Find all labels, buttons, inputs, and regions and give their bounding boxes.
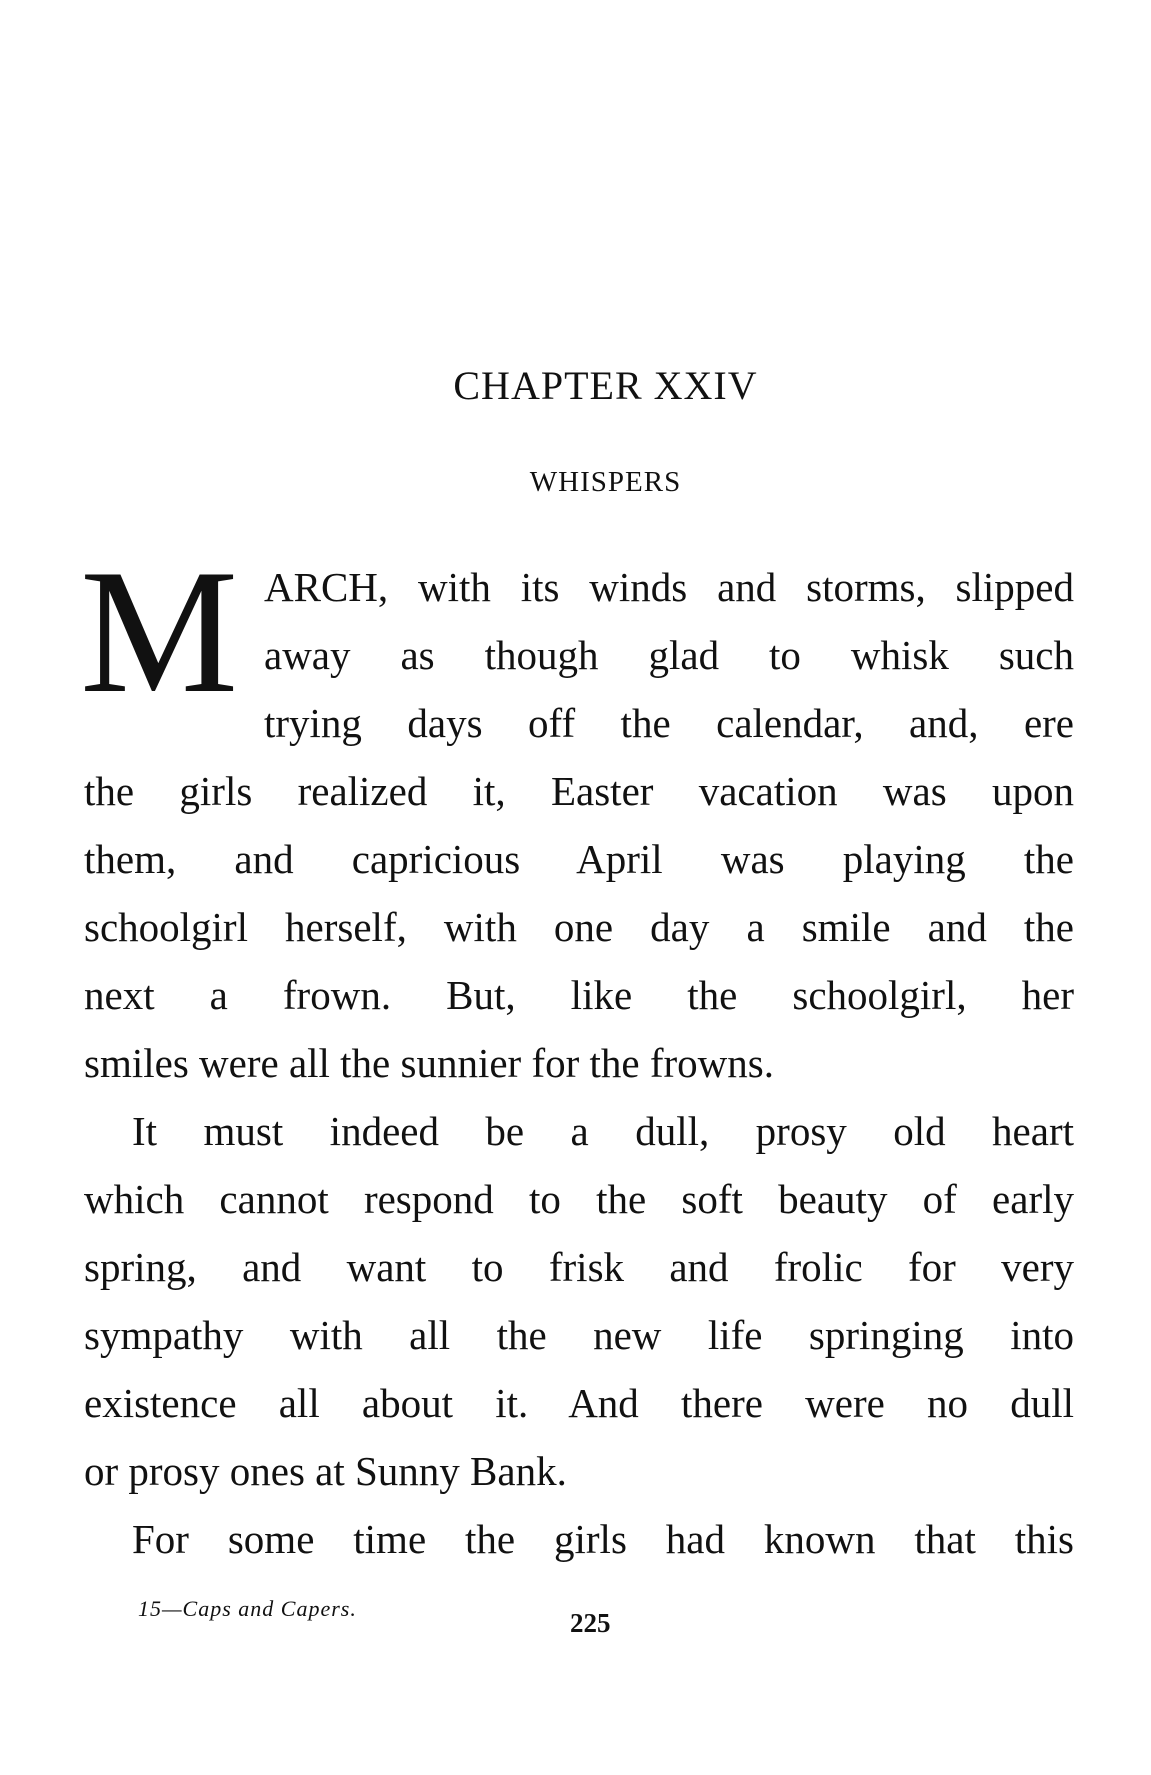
- text-line: ARCH, with its winds and storms, slipped: [264, 564, 1074, 610]
- text-line: For some time the girls had known that this: [132, 1516, 1074, 1562]
- text-line: spring, and want to frisk and frolic for very: [84, 1244, 1074, 1290]
- text-line: It must indeed be a dull, prosy old heart: [132, 1108, 1074, 1154]
- text-line: away as though glad to whisk such: [264, 632, 1074, 678]
- text-line: smiles were all the sunnier for the frowns.: [84, 1040, 774, 1086]
- drop-cap: M: [80, 532, 239, 730]
- paragraph-2: [84, 1097, 1074, 1505]
- text-line: next a frown. But, like the schoolgirl, her: [84, 972, 1074, 1018]
- page-number: 225: [570, 1608, 611, 1638]
- text-line: which cannot respond to the soft beauty of early: [84, 1176, 1074, 1222]
- signature-mark: 15—Caps and Capers.: [138, 1596, 357, 1621]
- text-line: or prosy ones at Sunny Bank.: [84, 1448, 567, 1494]
- paragraph-3: [84, 1505, 1074, 1573]
- text-line: existence all about it. And there were no dull: [84, 1380, 1074, 1426]
- paragraph-1: [84, 553, 1074, 1097]
- text-line: trying days off the calendar, and, ere: [264, 700, 1074, 746]
- chapter-heading: CHAPTER XXIV: [453, 363, 758, 408]
- text-line: schoolgirl herself, with one day a smile and the: [84, 904, 1074, 950]
- text-line: them, and capricious April was playing the: [84, 836, 1074, 882]
- chapter-title: WHISPERS: [529, 466, 682, 498]
- text-line: sympathy with all the new life springing into: [84, 1312, 1074, 1358]
- text-line: the girls realized it, Easter vacation was upon: [84, 768, 1074, 814]
